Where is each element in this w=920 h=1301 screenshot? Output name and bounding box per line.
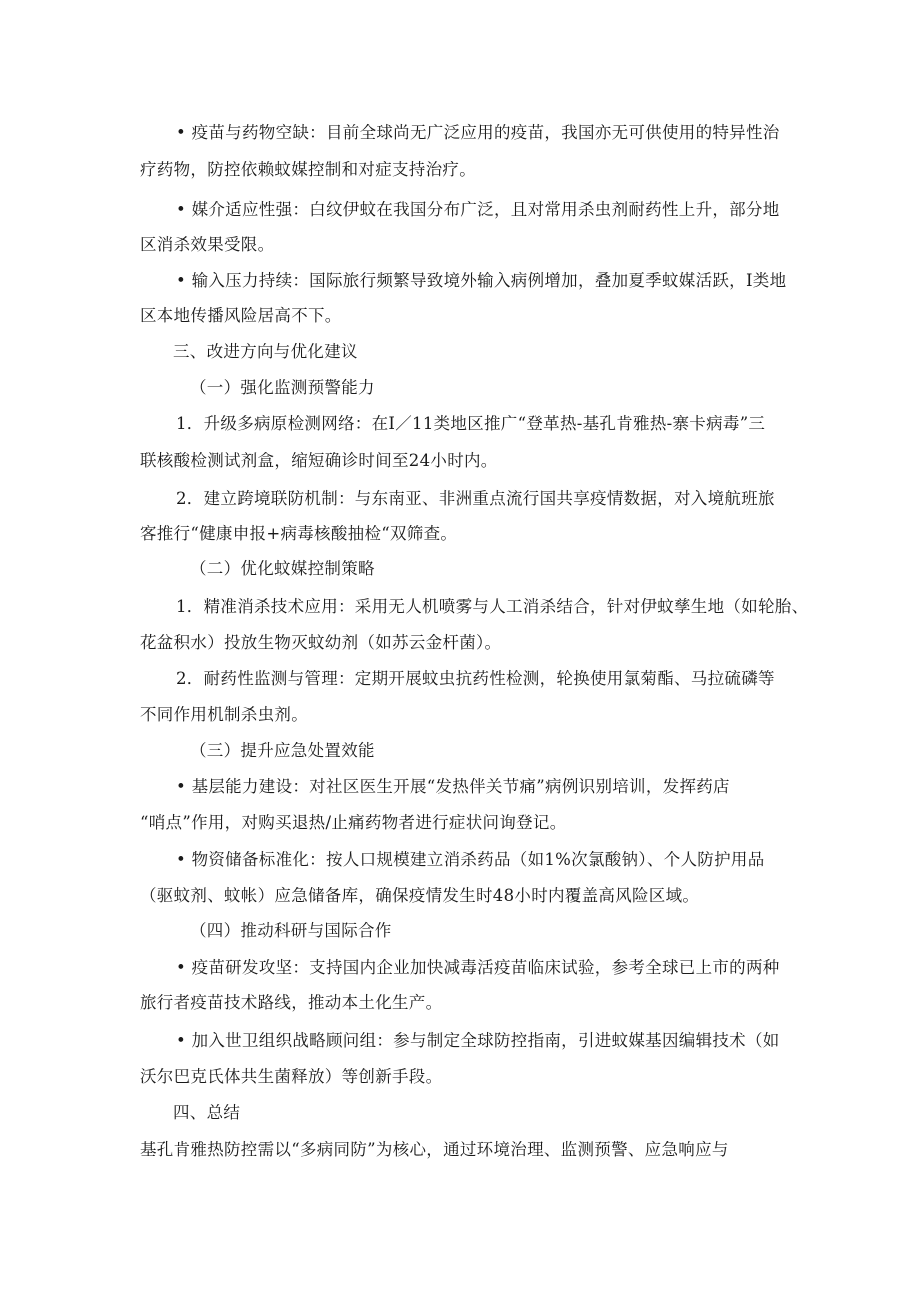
item-precise-disinfection-cont: 花盆积水）投放生物灭蚊幼剂（如苏云金杆菌）。	[140, 633, 502, 652]
item-cross-border: 2．建立跨境联防机制：与东南亚、非洲重点流行国共享疫情数据，对入境航班旅	[176, 489, 775, 508]
bullet-grassroots: • 基层能力建设：对社区医生开展“发热伴关节痛”病例识别培训，发挥药店	[176, 777, 730, 796]
bullet-vector-adaptability: • 媒介适应性强：白纹伊蚊在我国分布广泛，且对常用杀虫剂耐药性上升，部分地	[176, 200, 780, 219]
bullet-supplies-cont: （驱蚊剂、蚊帐）应急储备库，确保疫情发生时48小时内覆盖高风险区域。	[140, 886, 700, 905]
subheading-emergency: （三）提升应急处置效能	[190, 741, 375, 760]
section-heading-3: 三、改进方向与优化建议	[173, 342, 358, 361]
section-heading-4: 四、总结	[173, 1103, 241, 1122]
bullet-import-pressure: • 输入压力持续：国际旅行频繁导致境外输入病例增加，叠加夏季蚊媒活跃，I类地	[176, 271, 787, 290]
bullet-grassroots-cont: “哨点”作用，对购买退热/止痛药物者进行症状问询登记。	[140, 813, 567, 832]
item-resistance-monitoring-cont: 不同作用机制杀虫剂。	[140, 705, 308, 724]
item-cross-border-cont: 客推行“健康申报+病毒核酸抽检“双筛查。	[140, 524, 458, 543]
item-precise-disinfection: 1．精准消杀技术应用：采用无人机喷雾与人工消杀结合，针对伊蚊孳生地（如轮胎、	[176, 597, 809, 616]
bullet-vaccine-drug-gap: • 疫苗与药物空缺：目前全球尚无广泛应用的疫苗，我国亦无可供使用的特异性治	[176, 123, 780, 142]
bullet-who: • 加入世卫组织战略顾问组：参与制定全球防控指南，引进蚊媒基因编辑技术（如	[176, 1031, 780, 1050]
bullet-vaccine-drug-gap-cont: 疗药物，防控依赖蚊媒控制和对症支持治疗。	[140, 160, 476, 179]
bullet-supplies: • 物资储备标准化：按人口规模建立消杀药品（如1%次氯酸钠）、个人防护用品	[176, 850, 765, 869]
bullet-who-cont: 沃尔巴克氏体共生菌释放）等创新手段。	[140, 1067, 443, 1086]
subheading-research: （四）推动科研与国际合作	[190, 921, 392, 940]
summary-paragraph: 基孔肯雅热防控需以“多病同防”为核心，通过环境治理、监测预警、应急响应与	[140, 1140, 729, 1159]
item-resistance-monitoring: 2．耐药性监测与管理：定期开展蚊虫抗药性检测，轮换使用氯菊酯、马拉硫磷等	[176, 669, 775, 688]
subheading-mosquito-control: （二）优化蚊媒控制策略	[190, 559, 375, 578]
subheading-monitoring: （一）强化监测预警能力	[190, 378, 375, 397]
bullet-vaccine-rd: • 疫苗研发攻坚：支持国内企业加快减毒活疫苗临床试验，参考全球已上市的两种	[176, 958, 780, 977]
bullet-vaccine-rd-cont: 旅行者疫苗技术路线，推动本土化生产。	[140, 993, 443, 1012]
bullet-vector-adaptability-cont: 区消杀效果受限。	[140, 235, 275, 254]
bullet-import-pressure-cont: 区本地传播风险居高不下。	[140, 306, 342, 325]
item-multi-pathogen: 1．升级多病原检测网络：在I／11类地区推广“登革热-基孔肯雅热-寨卡病毒”三	[176, 414, 766, 433]
item-multi-pathogen-cont: 联核酸检测试剂盒，缩短确诊时间至24小时内。	[140, 451, 498, 470]
